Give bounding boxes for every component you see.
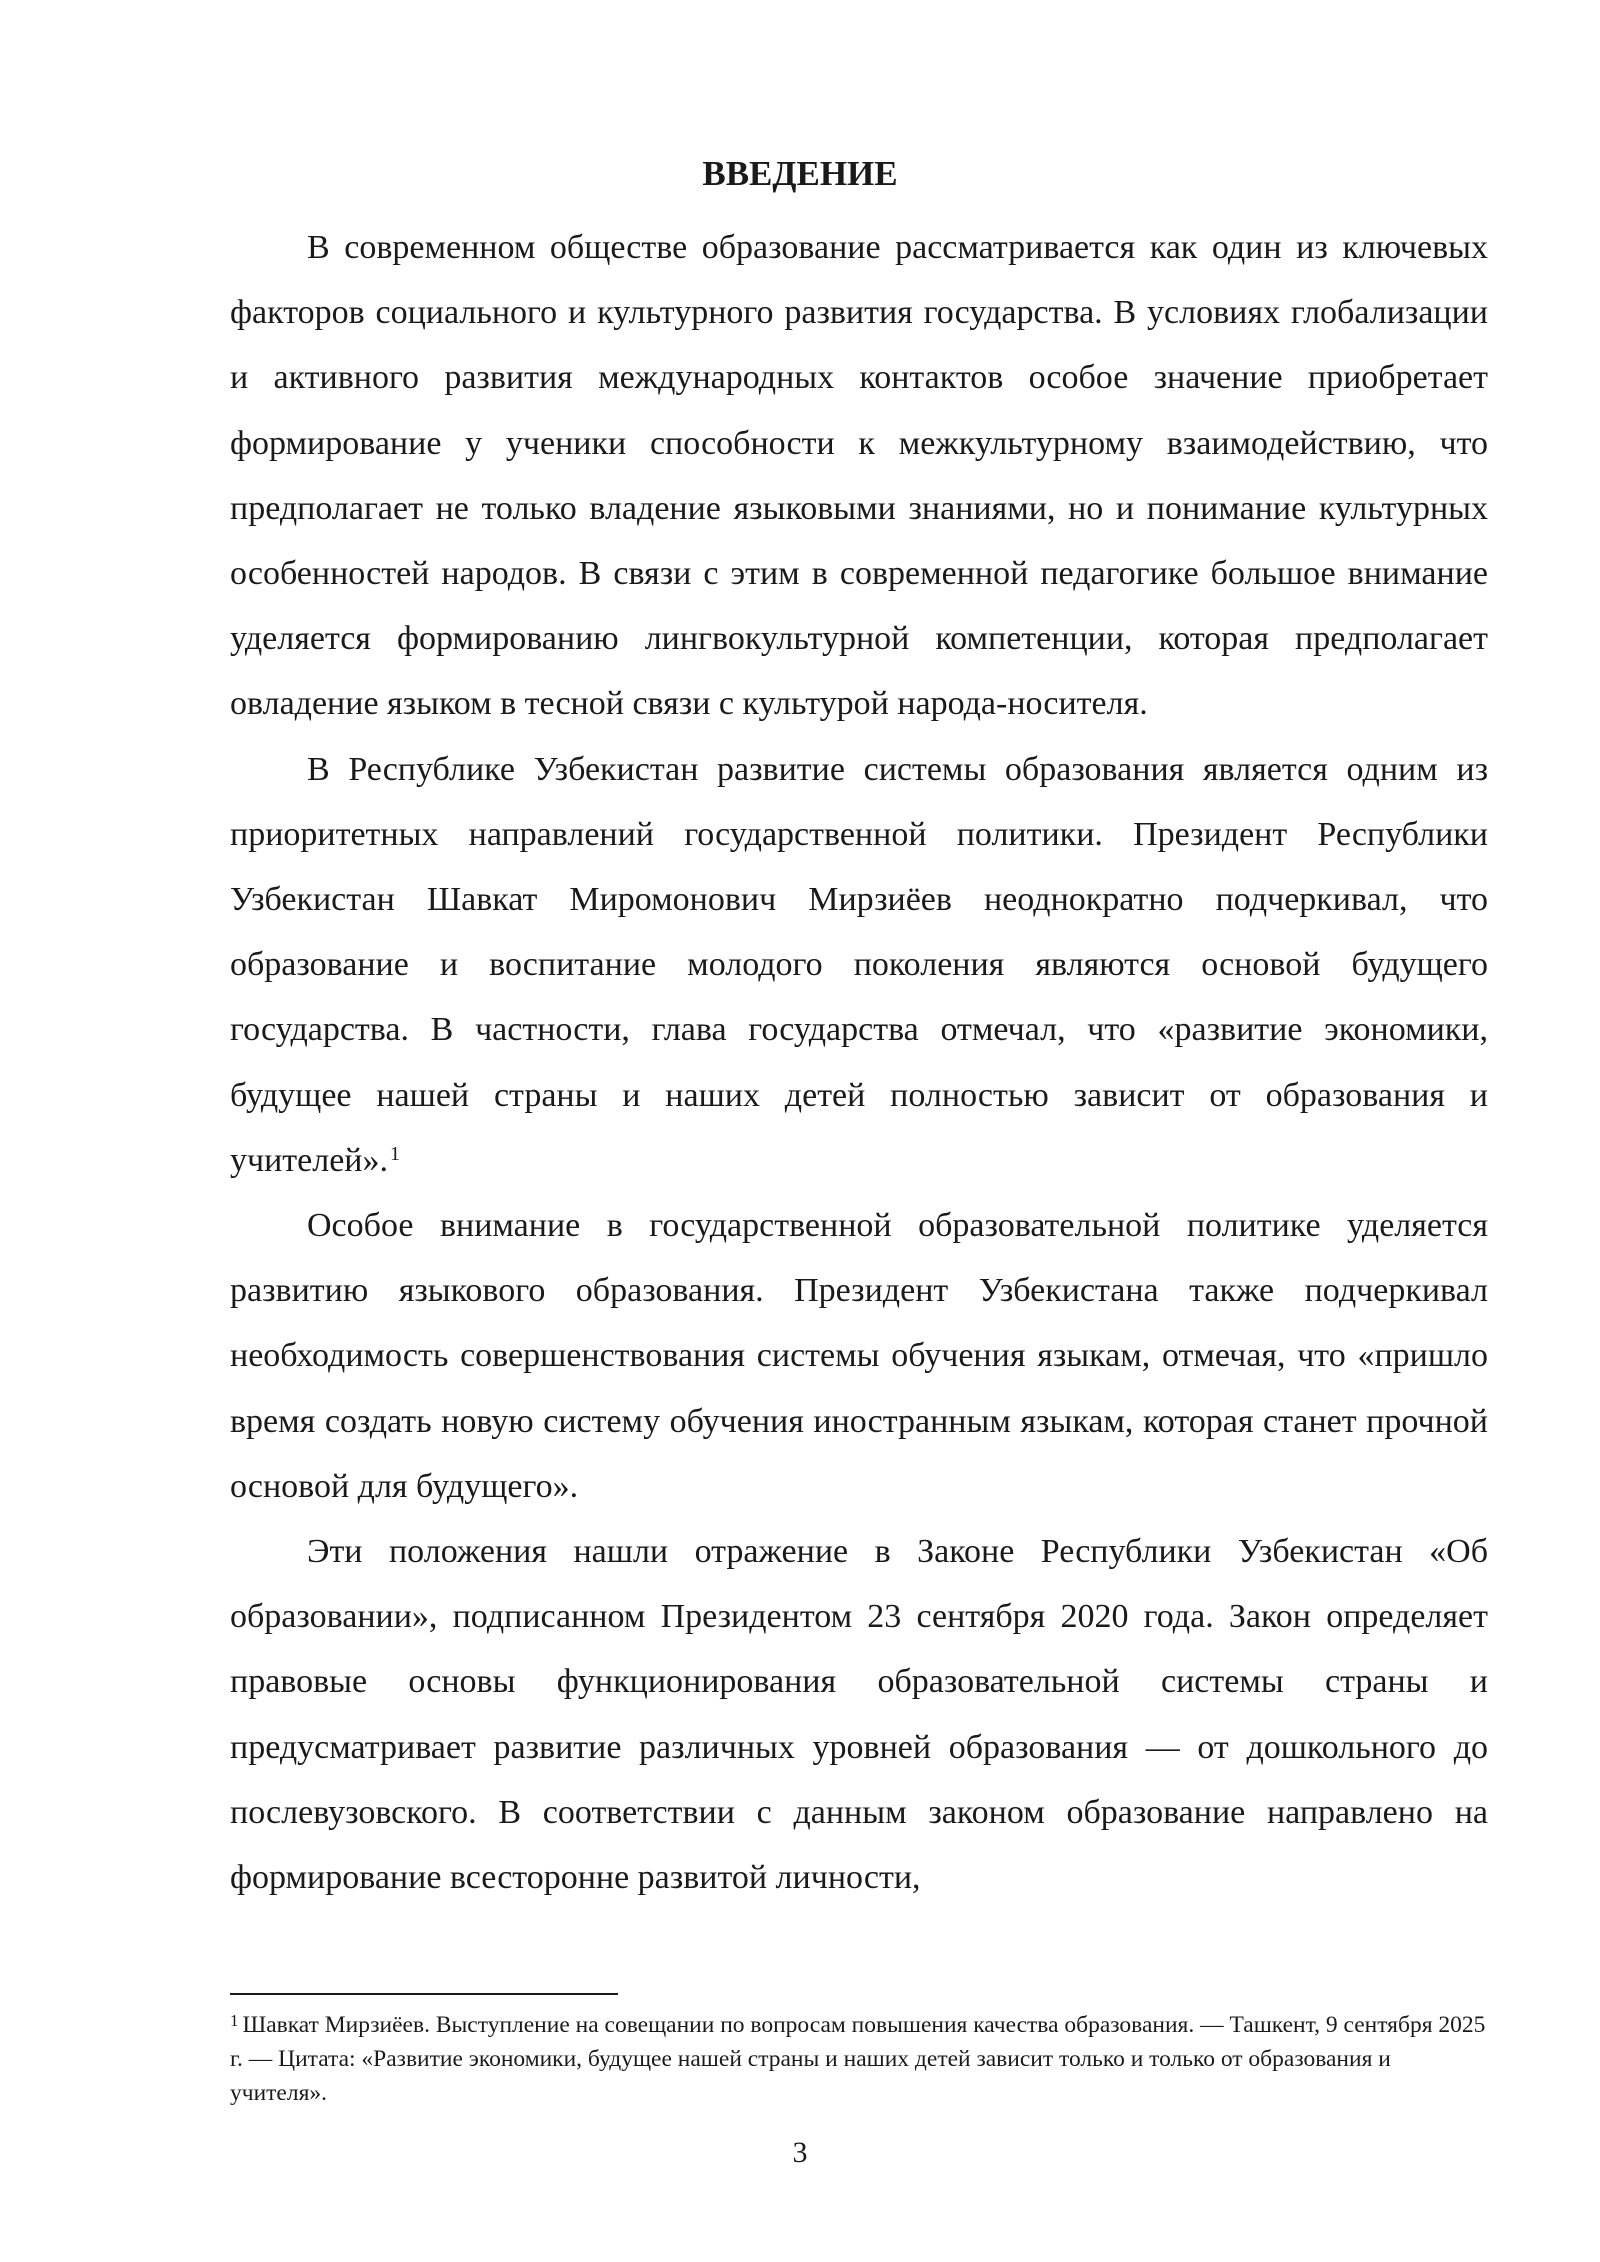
paragraph-2-text: В Республике Узбекистан развитие системы образования является одним из приоритетных направлений государственной политики. Президент Республики Узбекистан Шавкат Миромонович Мирзиёев неоднократно подчеркивал, что образование и воспитание молодого поколения являются основой будущего государства. В частности, глава государства отмечал, что «развитие экономики, будущее нашей страны и наших детей полностью зависит от образования и учителей». — [230, 750, 1488, 1179]
paragraph-4: Эти положения нашли отражение в Законе Республики Узбекистан «Об образовании», подписанном Президентом 23 сентября 2020 года. Закон определяет правовые основы функционирования образовательной системы страны и предусматривает развитие различных уровней образования — от дошкольного до послевузовского. В соответствии с данным законом образование направлено на формирование всесторонне развитой личности, — [230, 1533, 1488, 1897]
footnote-reference[interactable]: 1 — [390, 1142, 400, 1165]
paragraph-1: В современном обществе образование рассматривается как один из ключевых факторов социального и культурного развития государства. В условиях глобализации и активного развития международных контактов особое значение приобретает формирование у ученики способности к межкультурному взаимодействию, что предполагает не только владение языковыми знаниями, но и понимание культурных особенностей народов. В связи с этим в современной педагогике большое внимание уделяется формированию лингвокультурной компетенции, которая предполагает овладение языком в тесной связи с культурой народа-носителя. — [230, 229, 1488, 723]
footnote-number: 1 — [230, 2011, 239, 2030]
footnote-separator — [230, 1993, 618, 1995]
paragraph-2 — [230, 737, 1488, 1193]
section-title: ВВЕДЕНИЕ — [702, 154, 898, 193]
footnote — [230, 2008, 1488, 2110]
page-number: 3 — [792, 2136, 808, 2169]
footnote-text: Шавкат Мирзиёев. Выступление на совещании по вопросам повышения качества образования. — Ташкент, 9 сентября 2025 г. — Цитата: «Развитие экономики, будущее нашей страны и наших детей зависит только и только от образования и учителя». — [230, 2012, 1486, 2106]
paragraph-3: Особое внимание в государственной образовательной политике уделяется развитию языкового образования. Президент Узбекистана также подчеркивал необходимость совершенствования системы обучения языкам, отмечая, что «пришло время создать новую систему обучения иностранным языкам, которая станет прочной основой для будущего». — [230, 1207, 1488, 1505]
body-text — [230, 215, 1488, 1910]
